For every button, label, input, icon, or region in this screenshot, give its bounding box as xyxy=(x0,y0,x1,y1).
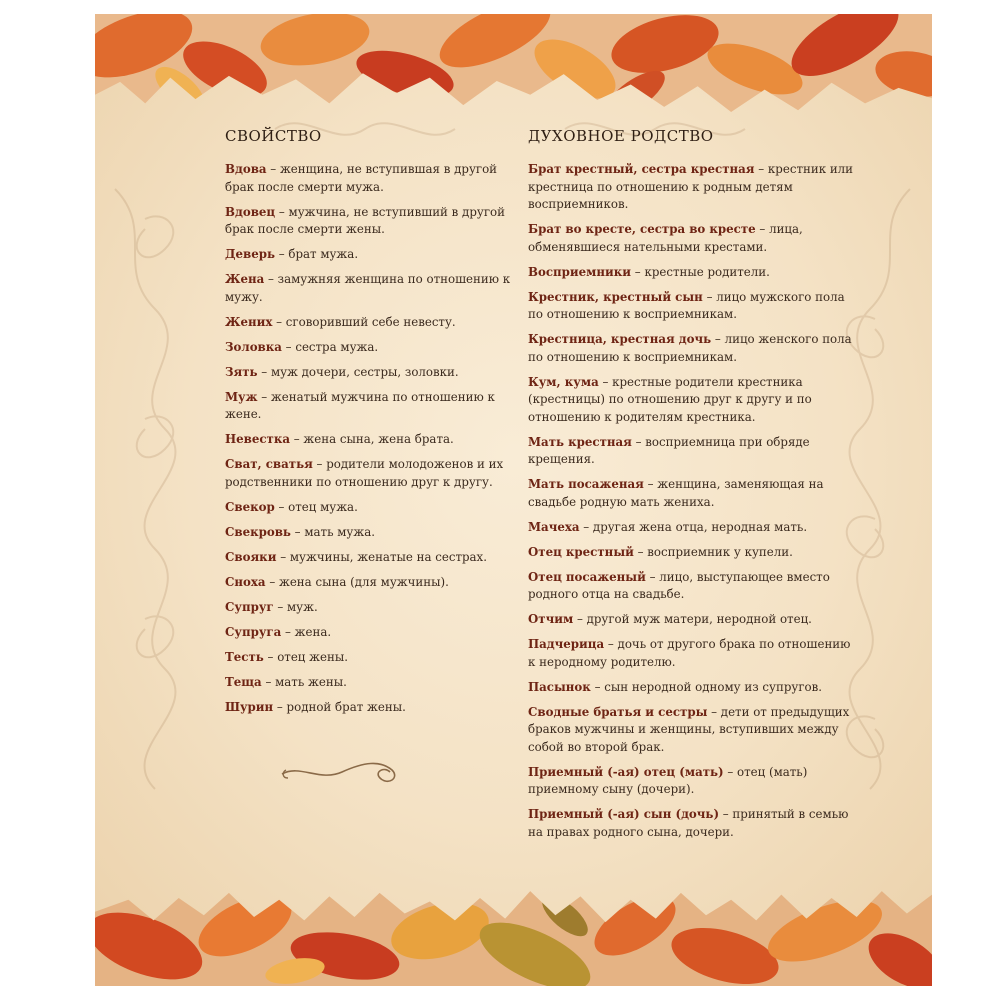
entry-term: Восприемники xyxy=(528,264,632,279)
glossary-entry xyxy=(225,649,525,667)
entry-term: Золовка xyxy=(225,339,282,354)
glossary-entry xyxy=(225,339,525,357)
spiritual-kinship-column xyxy=(528,127,858,849)
entry-term: Вдовец xyxy=(225,204,276,219)
entry-term: Сноха xyxy=(225,574,266,589)
entry-definition: – мужчины, женатые на сестрах. xyxy=(276,549,487,564)
glossary-entry xyxy=(528,806,858,841)
entry-definition: – крестник или крестница по отношению к родным детям восприемников. xyxy=(528,162,854,211)
entry-term: Отчим xyxy=(528,612,574,626)
glossary-entry xyxy=(528,331,858,366)
entry-definition: – сестра мужа. xyxy=(281,339,379,354)
glossary-entry xyxy=(225,524,525,542)
scroll-flourish-icon xyxy=(280,756,405,788)
entry-term: Брат крестный, сестра крестная xyxy=(528,162,755,176)
entry-definition: – жена сына (для мужчины). xyxy=(265,574,449,589)
entry-term: Крестница, крестная дочь xyxy=(528,332,712,346)
glossary-entry xyxy=(225,574,525,592)
entry-term: Мачеха xyxy=(528,519,580,534)
entry-term: Мать посаженая xyxy=(528,477,644,491)
entry-term: Приемный (-ая) сын (дочь) xyxy=(528,807,720,821)
glossary-entry xyxy=(528,374,858,427)
spiritual-kinship-entries-list xyxy=(528,161,858,841)
affinity-column xyxy=(225,127,525,724)
entry-definition: – родители молодоженов и их родственники по отношению друг к другу. xyxy=(225,457,504,489)
entry-definition: – жена. xyxy=(281,624,332,639)
entry-definition: – женатый мужчина по отношению к жене. xyxy=(225,389,495,421)
entry-term: Пасынок xyxy=(528,679,591,694)
glossary-entry xyxy=(225,204,525,239)
entry-term: Сват, сватья xyxy=(225,457,313,471)
glossary-entry xyxy=(225,599,525,617)
glossary-entry xyxy=(528,569,858,604)
glossary-entry xyxy=(528,289,858,324)
book-page xyxy=(95,14,932,986)
entry-definition: – восприемник у купели. xyxy=(633,544,793,559)
entry-term: Свояки xyxy=(225,549,277,564)
spiritual-kinship-heading: ДУХОВНОЕ РОДСТВО xyxy=(528,127,714,145)
entry-definition: – брат мужа. xyxy=(274,247,359,261)
glossary-entry xyxy=(225,456,525,491)
glossary-entry xyxy=(225,271,525,306)
entry-definition: – отец жены. xyxy=(263,649,348,664)
entry-term: Свекровь xyxy=(225,524,291,539)
glossary-entry xyxy=(528,544,858,562)
glossary-entry xyxy=(225,246,525,264)
entry-definition: – лицо женского пола по отношению к восприемникам. xyxy=(528,332,852,364)
entry-definition: – родной брат жены. xyxy=(273,699,406,714)
entry-term: Теща xyxy=(225,674,262,689)
glossary-entry xyxy=(528,611,858,629)
glossary-entry xyxy=(225,389,525,424)
entry-definition: – сын неродной одному из супругов. xyxy=(590,679,822,694)
affinity-entries-list xyxy=(225,161,525,716)
entry-term: Падчерица xyxy=(528,637,605,651)
glossary-entry xyxy=(528,636,858,671)
entry-term: Жена xyxy=(225,272,265,286)
entry-definition: – муж дочери, сестры, золовки. xyxy=(257,364,459,379)
entry-term: Свекор xyxy=(225,499,275,514)
affinity-heading: СВОЙСТВО xyxy=(225,127,322,145)
entry-definition: – женщина, не вступившая в другой брак после смерти мужа. xyxy=(225,162,498,194)
entry-definition: – лицо, выступающее вместо родного отца на свадьбе. xyxy=(528,569,830,601)
entry-term: Отец крестный xyxy=(528,544,634,559)
entry-definition: – принятый в семью на правах родного сына, дочери. xyxy=(528,807,849,839)
entry-term: Кум, кума xyxy=(528,374,599,389)
glossary-entry xyxy=(225,624,525,642)
entry-definition: – дети от предыдущих браков мужчины и женщины, вступивших между собой во второй брак. xyxy=(528,704,850,754)
entry-definition: – отец (мать) приемному сыну (дочери). xyxy=(528,764,808,796)
glossary-entry xyxy=(225,499,525,517)
glossary-entry xyxy=(528,704,858,757)
entry-definition: – другая жена отца, неродная мать. xyxy=(579,519,808,534)
glossary-entry xyxy=(528,519,858,537)
glossary-entry xyxy=(225,161,525,196)
entry-definition: – другой муж матери, неродной отец. xyxy=(573,612,812,626)
glossary-entry xyxy=(225,364,525,382)
entry-term: Тесть xyxy=(225,649,264,664)
entry-term: Приемный (-ая) отец (мать) xyxy=(528,764,724,779)
entry-term: Деверь xyxy=(225,247,275,261)
entry-term: Зять xyxy=(225,364,258,379)
entry-definition: – муж. xyxy=(273,599,318,614)
entry-definition: – лица, обменявшиеся нательными крестами. xyxy=(528,222,803,254)
glossary-entry xyxy=(528,264,858,282)
entry-definition: – жена сына, жена брата. xyxy=(290,432,454,446)
glossary-entry xyxy=(528,764,858,799)
glossary-entry xyxy=(225,314,525,332)
entry-definition: – дочь от другого брака по отношению к неродному родителю. xyxy=(528,637,851,669)
entry-definition: – лицо мужского пола по отношению к восприемникам. xyxy=(528,289,845,321)
glossary-entry xyxy=(225,674,525,692)
glossary-entry xyxy=(528,476,858,511)
entry-term: Невестка xyxy=(225,432,291,446)
glossary-entry xyxy=(528,161,858,214)
entry-definition: – мать жены. xyxy=(261,674,347,689)
glossary-entry xyxy=(225,549,525,567)
entry-term: Брат во кресте, сестра во кресте xyxy=(528,222,756,236)
entry-term: Мать крестная xyxy=(528,434,632,449)
entry-definition: – женщина, заменяющая на свадьбе родную мать жениха. xyxy=(528,477,824,509)
entry-definition: – отец мужа. xyxy=(274,499,358,514)
entry-term: Муж xyxy=(225,389,258,404)
entry-term: Сводные братья и сестры xyxy=(528,704,708,719)
entry-term: Отец посаженый xyxy=(528,569,646,584)
entry-term: Шурин xyxy=(225,699,274,714)
entry-definition: – сговоривший себе невесту. xyxy=(272,314,456,329)
glossary-entry xyxy=(528,434,858,469)
entry-definition: – мужчина, не вступивший в другой брак после смерти жены. xyxy=(225,204,505,236)
glossary-entry xyxy=(528,679,858,697)
entry-term: Жених xyxy=(225,314,273,329)
glossary-entry xyxy=(225,431,525,449)
glossary-entry xyxy=(528,221,858,256)
entry-definition: – мать мужа. xyxy=(290,524,375,539)
entry-definition: – крестные родители. xyxy=(631,264,770,279)
entry-term: Крестник, крестный сын xyxy=(528,289,703,304)
glossary-entry xyxy=(225,699,525,717)
entry-definition: – восприемница при обряде крещения. xyxy=(528,434,810,466)
entry-term: Вдова xyxy=(225,162,267,176)
entry-definition: – крестные родители крестника (крестницы) по отношению друг к другу и по отношению к родителям крестника. xyxy=(528,374,812,424)
entry-definition: – замужняя женщина по отношению к мужу. xyxy=(225,272,511,304)
entry-term: Супруг xyxy=(225,599,274,614)
entry-term: Супруга xyxy=(225,624,282,639)
